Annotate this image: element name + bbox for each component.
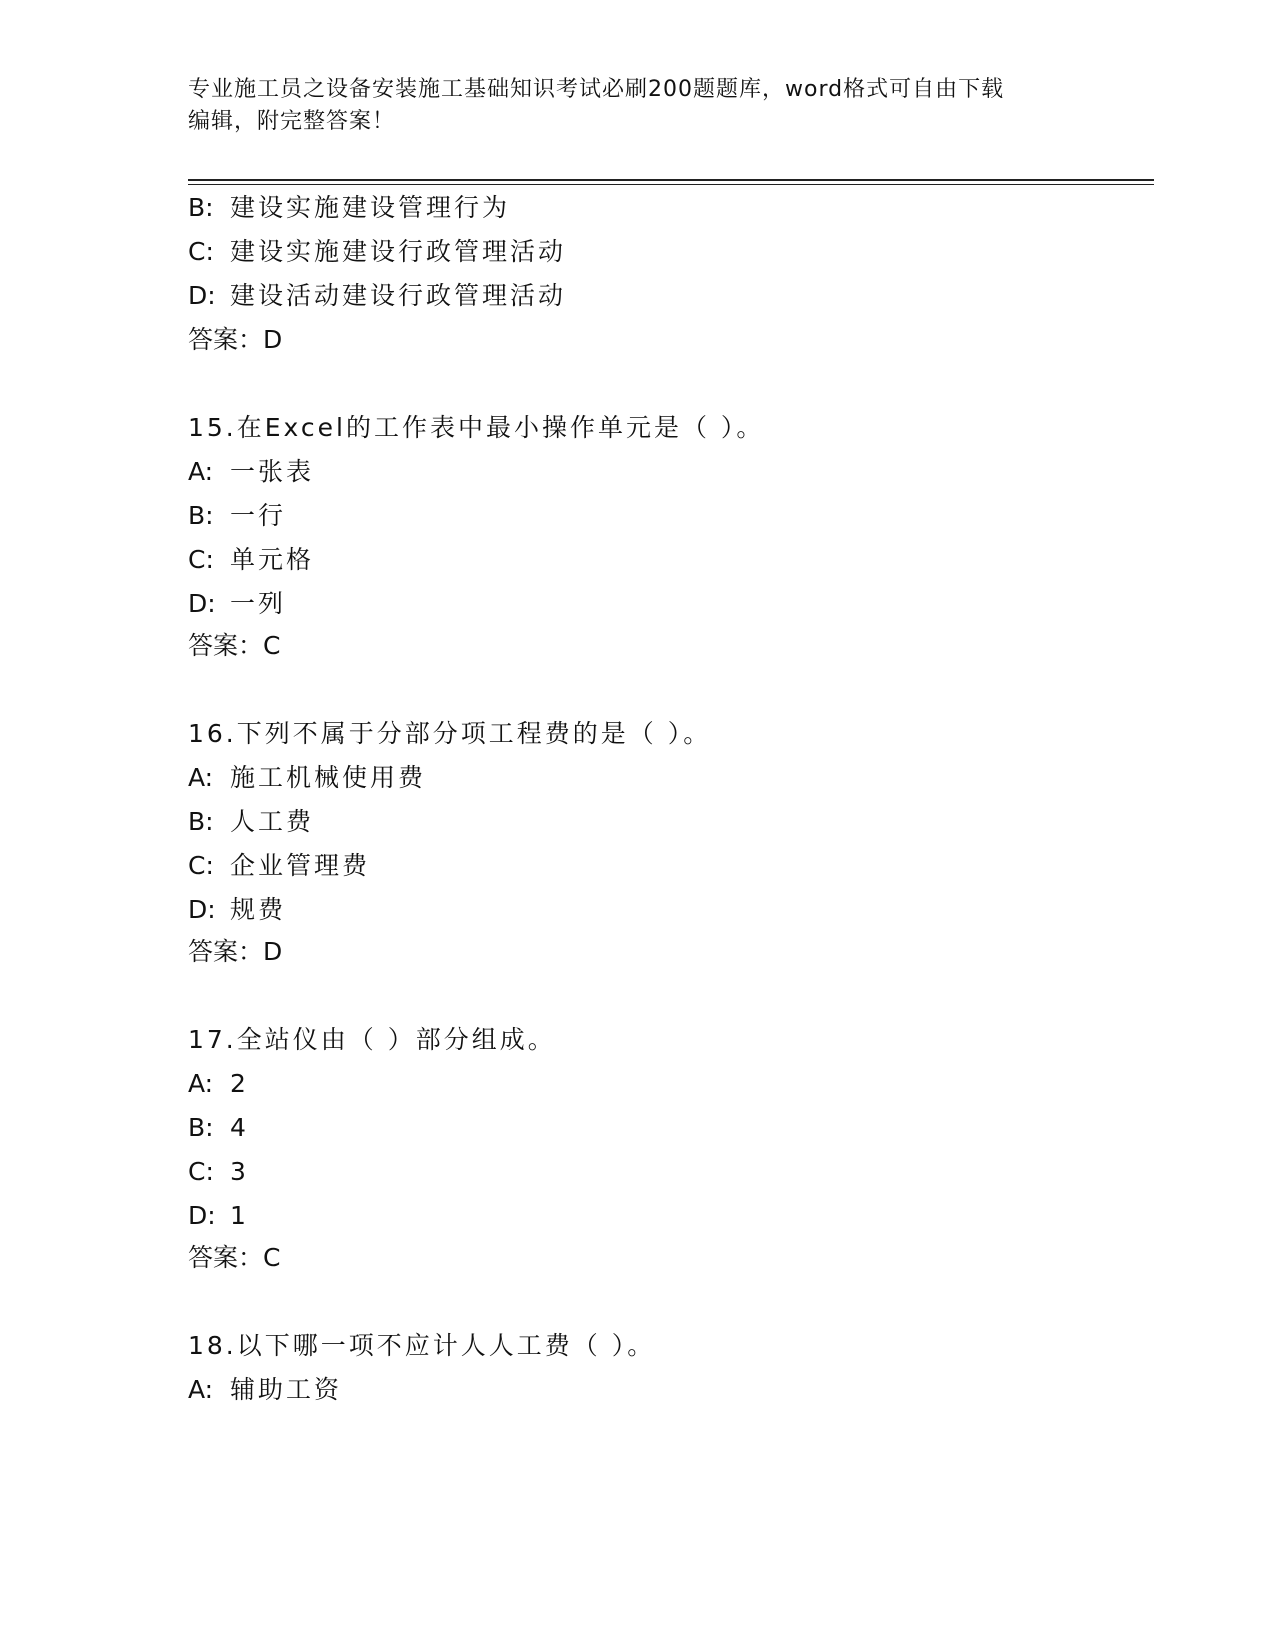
option-b: B: 一行	[188, 501, 287, 530]
option-a: A: 一张表	[188, 457, 315, 486]
option-d: D: 规费	[188, 895, 287, 924]
question-stem: 16.下列不属于分部分项工程费的是（ ）。	[188, 719, 712, 748]
question-stem: 18.以下哪一项不应计人人工费（ ）。	[188, 1331, 656, 1360]
option-a: A: 施工机械使用费	[188, 763, 427, 792]
option-c: C: 单元格	[188, 545, 315, 574]
answer: 答案：C	[188, 1243, 281, 1272]
option-d: D: 一列	[188, 589, 287, 618]
document-header	[188, 74, 1088, 138]
question-stem: 15.在Excel的工作表中最小操作单元是（ ）。	[188, 413, 765, 442]
option-d: D: 建设活动建设行政管理活动	[188, 281, 567, 310]
option-a: A: 2	[188, 1069, 249, 1098]
answer: 答案：C	[188, 631, 281, 660]
option-c: C: 建设实施建设行政管理活动	[188, 237, 567, 266]
option-c: C: 3	[188, 1157, 249, 1186]
header-line-2: 编辑，附完整答案！	[188, 109, 396, 134]
question-stem: 17.全站仪由（ ）部分组成。	[188, 1025, 556, 1054]
option-d: D: 1	[188, 1201, 249, 1230]
header-line-1: 专业施工员之设备安装施工基础知识考试必刷200题题库，word格式可自由下载	[188, 77, 1005, 102]
answer: 答案：D	[188, 937, 283, 966]
option-c: C: 企业管理费	[188, 851, 371, 880]
option-b: B: 人工费	[188, 807, 315, 836]
option-b: B: 建设实施建设管理行为	[188, 193, 511, 222]
option-b: B: 4	[188, 1113, 249, 1142]
answer: 答案：D	[188, 325, 283, 354]
header-divider-thin	[188, 184, 1154, 185]
option-a: A: 辅助工资	[188, 1375, 343, 1404]
header-divider-thick	[188, 179, 1154, 181]
